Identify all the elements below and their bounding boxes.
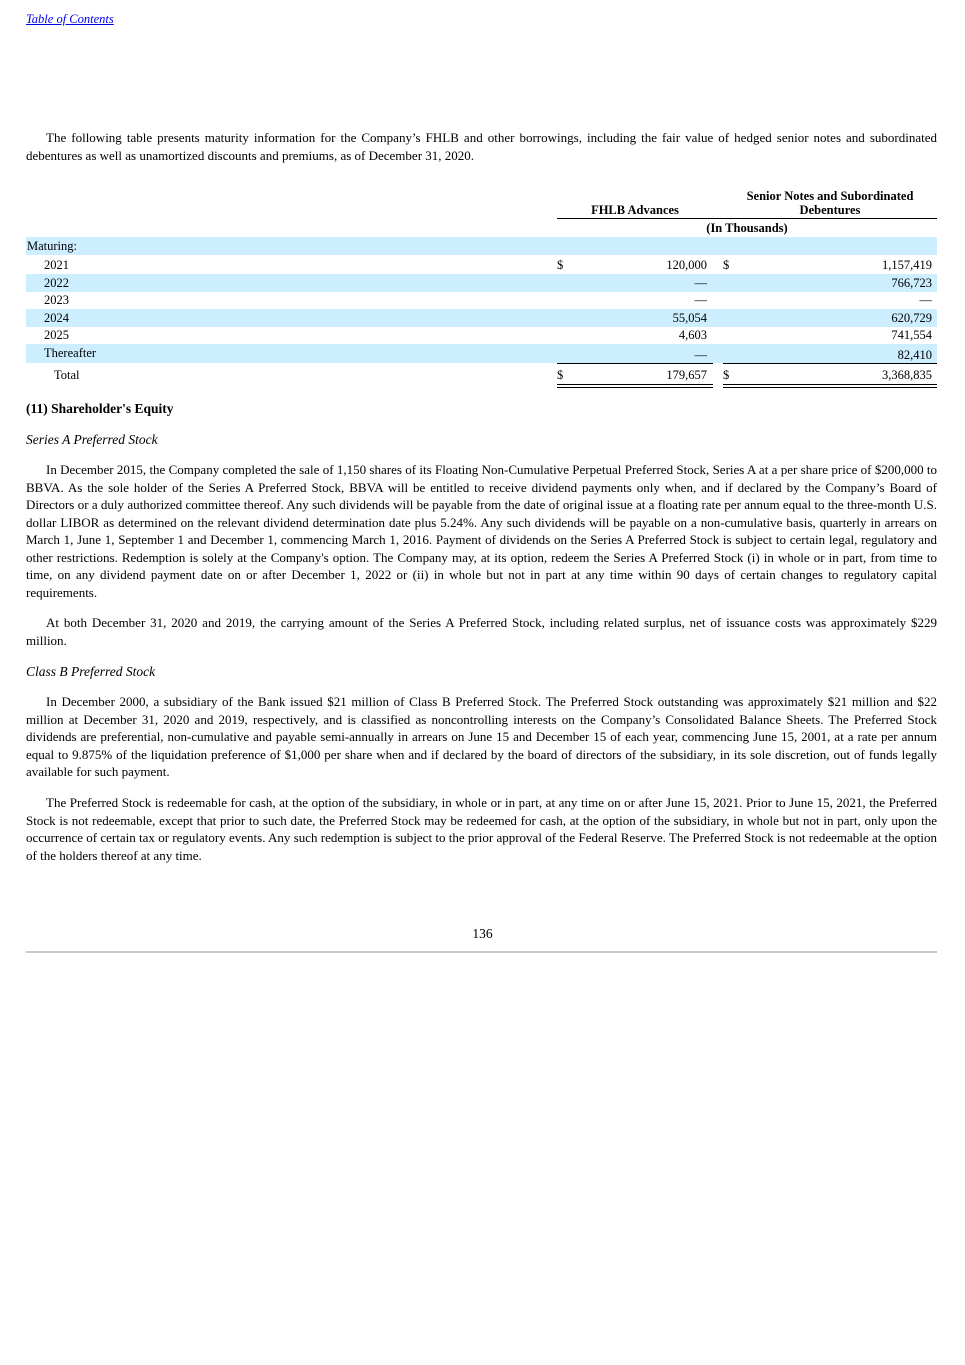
row-label: 2023 — [44, 293, 69, 307]
units-label: (In Thousands) — [706, 221, 788, 235]
senior-notes-header-line1: Senior Notes and Subordinated — [746, 189, 914, 203]
senior-value: — — [919, 293, 932, 307]
maturing-label: Maturing: — [27, 239, 77, 253]
table-row — [26, 274, 937, 292]
total-label: Total — [54, 368, 80, 382]
currency-symbol: $ — [557, 258, 564, 272]
total-double-rule-senior-2 — [723, 387, 937, 388]
senior-total: 3,368,835 — [882, 368, 932, 382]
fhlb-value: — — [694, 276, 707, 290]
senior-value: 82,410 — [897, 348, 932, 362]
senior-notes-header — [723, 189, 937, 217]
fhlb-advances-header: FHLB Advances — [591, 203, 679, 217]
intro-paragraph: The following table presents maturity information for the Company’s FHLB and other borrowings, including the fair value of hedged senior notes and subordinated debentures as well as unamortized discounts and premiums, as of December 31, 2020. — [26, 130, 937, 163]
fhlb-value: — — [694, 348, 707, 362]
table-row — [26, 256, 937, 274]
subtotal-rule-fhlb — [557, 363, 713, 364]
table-of-contents-link[interactable]: Table of Contents — [26, 12, 114, 26]
row-label: 2022 — [44, 276, 69, 290]
senior-value: 1,157,419 — [882, 258, 932, 272]
row-label: 2024 — [44, 311, 69, 325]
footer-divider — [26, 951, 937, 953]
total-double-rule-fhlb-2 — [557, 387, 713, 388]
row-label: Thereafter — [44, 346, 97, 360]
currency-symbol: $ — [723, 258, 730, 272]
table-row-maturing — [26, 237, 937, 255]
fhlb-value: 120,000 — [666, 258, 707, 272]
fhlb-total: 179,657 — [666, 368, 707, 382]
class-b-title: Class B Preferred Stock — [26, 664, 156, 679]
series-a-title: Series A Preferred Stock — [26, 432, 158, 447]
page-number: 136 — [472, 926, 493, 941]
fhlb-value: 4,603 — [678, 328, 707, 342]
table-row — [26, 291, 937, 309]
subtotal-rule-senior — [723, 363, 937, 364]
section-heading: (11) Shareholder's Equity — [26, 401, 174, 416]
senior-value: 766,723 — [891, 276, 932, 290]
currency-symbol: $ — [723, 368, 730, 382]
series-a-paragraph-2: At both December 31, 2020 and 2019, the carrying amount of the Series A Preferred Stock, including related surplus, net of issuance costs was approximately $229 million. — [26, 615, 937, 648]
currency-symbol: $ — [557, 368, 564, 382]
table-row — [26, 309, 937, 327]
senior-value: 620,729 — [891, 311, 932, 325]
senior-notes-header-line2: Debentures — [799, 203, 861, 217]
series-a-paragraph-1: In December 2015, the Company completed the sale of 1,150 shares of its Floating Non-Cumulative Perpetual Preferred Stock, Series A at a per share price of $200,000 to BBVA. As the sole holder of the Series A Preferred Stock, BBVA will be entitled to receive dividend payments only when, and if declared by the Company’s Board of Directors or a duly authorized committee thereof. Any such dividends will be payable from the date of original issue at a floating rate per annum equal to the three-month U.S. dollar LIBOR as determined on the relevant dividend determination date plus 5.24%. Any such dividends will be payable on a non-cumulative basis, quarterly in arrears on March 1, June 1, September 1 and December 1, commencing March 1, 2016. Payment of dividends on the Series A Preferred Stock is subject to certain legal, regulatory and other restrictions. Redemption is solely at the Company's option. The Company may, at its option, redeem the Series A Preferred Stock (i) in whole or in part, from time to time, on any dividend payment date on or after December 1, 2022 or (ii) in whole but not in part at any time within 90 days of certain changes to regulatory capital requirements. — [26, 462, 937, 600]
senior-value: 741,554 — [891, 328, 932, 342]
fhlb-value: 55,054 — [672, 311, 707, 325]
header-rule — [557, 218, 937, 219]
table-row — [26, 326, 937, 344]
total-double-rule-senior-1 — [723, 384, 937, 385]
fhlb-value: — — [694, 293, 707, 307]
row-label: 2025 — [44, 328, 69, 342]
class-b-paragraph-1: In December 2000, a subsidiary of the Bank issued $21 million of Class B Preferred Stock. The Preferred Stock outstanding was approximately $21 million and $22 million at December 31, 2020 and 2019, respectively, and is classified as noncontrolling interests on the Company’s Consolidated Balance Sheets. The Preferred Stock dividends are preferential, non-cumulative and payable semi-annually in arrears on June 15 and December 15 of each year, commencing June 15, 2001, at a rate per annum equal to 9.875% of the liquidation preference of $1,000 per share when and if declared by the board of directors of the subsidiary, in its sole discretion, out of funds legally available for such payment. — [26, 694, 937, 779]
row-label: 2021 — [44, 258, 69, 272]
total-double-rule-fhlb-1 — [557, 384, 713, 385]
class-b-paragraph-2: The Preferred Stock is redeemable for cash, at the option of the subsidiary, in whole or in part, at any time on or after June 15, 2021. Prior to June 15, 2021, the Preferred Stock is not redeemable, except that prior to such date, the Preferred Stock may be redeemed for cash, at the option of the subsidiary, in whole but not in part, only upon the occurrence of certain tax or regulatory events. Any such redemption is subject to the prior approval of the Federal Reserve. The Preferred Stock is not redeemable at the option of the holders thereof at any time. — [26, 795, 937, 863]
table-row — [26, 344, 937, 363]
table-row-total — [26, 366, 937, 384]
